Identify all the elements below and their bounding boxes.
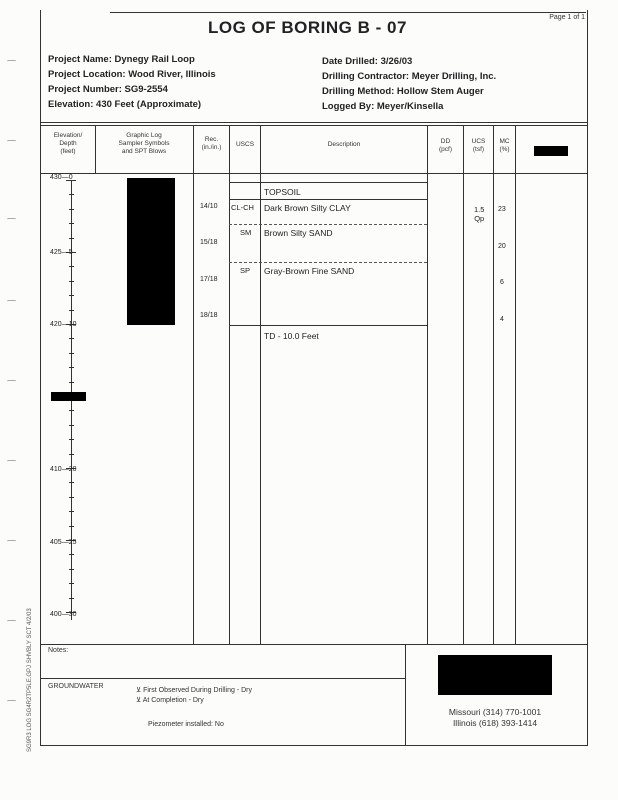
depth-tick	[69, 554, 74, 555]
groundwater-completion: ⊻ At Completion - Dry	[136, 697, 204, 704]
depth-tick	[69, 194, 74, 195]
layer-uscs: SM	[240, 228, 252, 237]
binder-mark	[7, 620, 16, 623]
logged-by: Logged By: Meyer/Kinsella	[322, 101, 444, 112]
drilling-method: Drilling Method: Hollow Stem Auger	[322, 86, 484, 97]
binder-mark	[7, 700, 16, 703]
depth-tick	[69, 583, 74, 584]
col-header-elevation: Elevation/ Depth (feet)	[53, 132, 83, 155]
binder-mark	[7, 218, 16, 221]
binder-mark	[7, 60, 16, 63]
depth-tick	[69, 367, 74, 368]
mc-value: 4	[500, 316, 504, 323]
layer-description: Brown Silty SAND	[264, 228, 333, 238]
water-level-icon: ⊻	[136, 697, 143, 704]
depth-tick	[69, 526, 74, 527]
groundwater-label: GROUNDWATER	[48, 683, 104, 690]
project-name: Project Name: Dynegy Rail Loop	[48, 54, 195, 65]
layer-boundary	[229, 182, 427, 183]
depth-tick	[69, 598, 74, 599]
project-location: Project Location: Wood River, Illinois	[48, 69, 216, 80]
layer-description: TOPSOIL	[264, 187, 301, 197]
layer-boundary	[229, 325, 427, 326]
log-frame	[40, 10, 588, 746]
binder-mark	[7, 140, 16, 143]
total-depth: TD - 10.0 Feet	[264, 331, 319, 341]
ucs-value: 1.5 Qp	[474, 205, 485, 223]
depth-tick	[69, 569, 74, 570]
page-label: Page 1 of 1	[549, 14, 585, 21]
footer-top-rule	[40, 644, 587, 645]
file-path-stamp: SG9R3 LOG SG4R2TP5LE.GPJ SHVBLY SCT 4/2/03	[27, 608, 33, 752]
depth-tick	[69, 382, 74, 383]
graphic-log-redacted	[127, 178, 175, 325]
col-divider	[493, 125, 494, 644]
depth-tick	[69, 238, 74, 239]
table-top-rule-2	[40, 125, 587, 126]
scale-label-430: 430—0	[50, 174, 73, 181]
contact-block	[432, 707, 558, 729]
scale-label-400: 400—30	[50, 611, 77, 618]
binder-mark	[7, 380, 16, 383]
depth-tick	[69, 425, 74, 426]
binder-mark	[7, 540, 16, 543]
top-rule	[110, 12, 586, 13]
rec-value: 17/18	[200, 276, 218, 283]
col-divider	[193, 125, 194, 644]
col-divider	[463, 125, 464, 644]
depth-tick	[69, 338, 74, 339]
col-header-description: Description	[327, 141, 361, 148]
col-header-uscs: USCS	[235, 141, 255, 148]
col-divider	[260, 125, 261, 644]
depth-tick	[69, 266, 74, 267]
project-info	[48, 52, 216, 112]
depth-tick	[69, 410, 74, 411]
drilling-contractor: Drilling Contractor: Meyer Drilling, Inc.	[322, 71, 497, 82]
layer-boundary	[229, 262, 427, 263]
col-header-mc: MC (%)	[499, 138, 510, 153]
rec-value: 15/18	[200, 239, 218, 246]
col-divider	[229, 125, 230, 644]
depth-tick	[69, 482, 74, 483]
date-drilled: Date Drilled: 3/26/03	[322, 56, 413, 67]
depth-tick	[69, 497, 74, 498]
notes-rule	[40, 678, 405, 679]
col-divider	[427, 125, 428, 644]
water-level-icon: ⊻	[136, 687, 144, 694]
depth-tick	[69, 310, 74, 311]
drilling-info	[322, 54, 496, 114]
scale-label-405: 405—25	[50, 539, 77, 546]
redacted-header-block	[534, 146, 568, 156]
depth-tick	[69, 223, 74, 224]
col-header-rec: Rec. (in./in.)	[201, 136, 222, 151]
binder-mark	[7, 300, 16, 303]
depth-tick	[69, 281, 74, 282]
layer-boundary	[229, 199, 427, 200]
layer-description: Gray-Brown Fine SAND	[264, 266, 355, 276]
layer-boundary	[229, 224, 427, 225]
binder-mark	[7, 460, 16, 463]
layer-uscs: SP	[240, 266, 251, 275]
layer-uscs: CL-CH	[231, 203, 254, 212]
scale-label-425: 425—5	[50, 249, 73, 256]
scale-label-410: 410—20	[50, 466, 77, 473]
col-header-ucs: UCS (tsf)	[471, 138, 486, 153]
contact-illinois: Illinois (618) 393-1414	[452, 718, 538, 728]
col-header-dd: DD (pcf)	[439, 138, 452, 153]
mc-value: 20	[498, 243, 506, 250]
redacted-company-logo	[438, 655, 552, 695]
depth-tick	[69, 353, 74, 354]
rec-value: 18/18	[200, 312, 218, 319]
layer-description: Dark Brown Silty CLAY	[264, 203, 351, 213]
mc-value: 23	[498, 206, 506, 213]
piezometer-note: Piezometer installed: No	[148, 721, 224, 728]
depth-tick	[69, 454, 74, 455]
project-elevation: Elevation: 430 Feet (Approximate)	[48, 99, 202, 110]
mc-value: 6	[500, 279, 504, 286]
redacted-scale-marker	[51, 392, 86, 401]
depth-tick	[69, 511, 74, 512]
page-title: LOG OF BORING B - 07	[208, 18, 407, 37]
header-bottom-rule	[40, 173, 587, 174]
groundwater-first: ⊻ First Observed During Drilling - Dry	[136, 687, 252, 694]
project-number: Project Number: SG9-2554	[48, 84, 168, 95]
notes-label: Notes:	[48, 647, 69, 654]
depth-tick	[69, 439, 74, 440]
rec-value: 14/10	[200, 203, 218, 210]
col-divider	[515, 125, 516, 644]
scale-label-420: 420—10	[50, 321, 77, 328]
contact-missouri: Missouri (314) 770-1001	[448, 707, 542, 717]
footer-divider	[405, 644, 406, 745]
depth-tick	[69, 209, 74, 210]
table-top-rule	[40, 122, 587, 123]
depth-tick	[69, 295, 74, 296]
col-header-graphic: Graphic Log Sampler Symbols and SPT Blows	[118, 132, 170, 155]
